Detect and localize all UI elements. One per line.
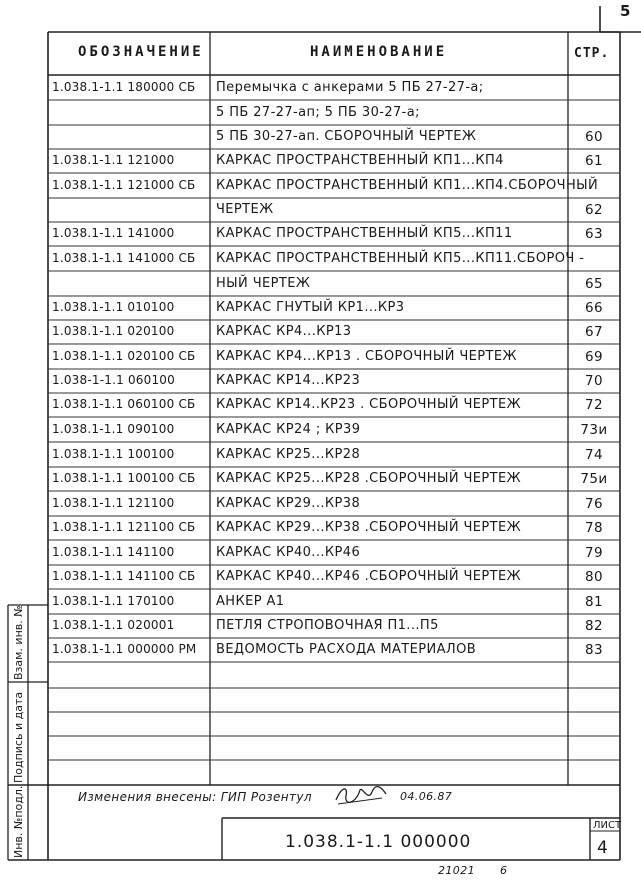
row-code: 1.038.1-1.1 020100 [52,324,175,338]
row-code: 1.038.1-1.1 100100 [52,447,175,461]
row-name: КАРКАС КР4...КР13 [216,324,352,339]
sheet-label: ЛИСТ [593,820,622,831]
row-code: 1.038.1-1.1 141000 СБ [52,251,196,265]
row-code: 1.038.1-1.1 121100 СБ [52,520,196,534]
sheet-number: 4 [597,838,609,858]
row-page: 66 [585,300,603,316]
row-page: 74 [585,447,603,463]
row-page: 75и [580,471,608,487]
row-name: КАРКАС КР40...КР46 [216,545,361,560]
row-name: КАРКАС КР29...КР38 [216,496,361,511]
row-code: 1.038.1-1.1 121000 [52,153,175,167]
row-name: АНКЕР А1 [216,594,285,609]
header-designation: ОБОЗНАЧЕНИЕ [78,44,204,60]
row-page: 67 [585,324,603,340]
row-name: 5 ПБ 27-27-ап; 5 ПБ 30-27-а; [216,105,420,120]
row-name: ВЕДОМОСТЬ РАСХОДА МАТЕРИАЛОВ [216,642,477,657]
row-name: Перемычка с анкерами 5 ПБ 27-27-а; [216,80,484,95]
row-page: 69 [585,349,603,365]
signature-icon [332,784,388,808]
row-code: 1.038.1-1.1 010100 [52,300,175,314]
row-code: 1.038.1-1.1 090100 [52,422,175,436]
bottom-number: 21021 [438,864,475,877]
row-code: 1.038.1-1.1 020100 СБ [52,349,196,363]
side-label-inv-podl: Инв. №подл. [12,785,25,858]
row-code: 1.038.1-1.1 060100 СБ [52,397,196,411]
row-code: 1.038-1-1.1 060100 [52,373,175,387]
row-name: КАРКАС ПРОСТРАНСТВЕННЫЙ КП5...КП11.СБОРОЧ - [216,251,585,266]
row-page: 65 [585,276,603,292]
row-page: 61 [585,153,603,169]
row-name: КАРКАС КР40...КР46 .СБОРОЧНЫЙ ЧЕРТЕЖ [216,569,522,584]
row-name: КАРКАС ПРОСТРАНСТВЕННЫЙ КП5...КП11 [216,226,513,241]
row-page: 70 [585,373,603,389]
row-page: 63 [585,226,603,242]
row-page: 79 [585,545,603,561]
row-page: 78 [585,520,603,536]
side-label-podpis: Подпись и дата [12,691,25,783]
row-name: КАРКАС ПРОСТРАНСТВЕННЫЙ КП1...КП4.СБОРОЧНЫЙ [216,178,599,193]
changes-date: 04.06.87 [400,790,453,803]
row-page: 62 [585,202,603,218]
row-code: 1.038.1-1.1 141000 [52,226,175,240]
row-page: 60 [585,129,603,145]
row-code: 1.038.1-1.1 170100 [52,594,175,608]
row-page: 81 [585,594,603,610]
row-code: 1.038.1-1.1 180000 СБ [52,80,196,94]
row-code: 1.038.1-1.1 020001 [52,618,175,632]
row-code: 1.038.1-1.1 000000 РМ [52,642,197,656]
bottom-number-b: 6 [500,864,508,877]
document-code: 1.038.1-1.1 000000 [285,832,472,852]
row-name: ПЕТЛЯ СТРОПОВОЧНАЯ П1...П5 [216,618,439,633]
row-code: 1.038.1-1.1 141100 [52,545,175,559]
row-page: 80 [585,569,603,585]
row-name: КАРКАС КР25...КР28 [216,447,361,462]
row-name: 5 ПБ 30-27-ап. СБОРОЧНЫЙ ЧЕРТЕЖ [216,129,477,144]
row-name: КАРКАС КР29...КР38 .СБОРОЧНЫЙ ЧЕРТЕЖ [216,520,522,535]
row-name: КАРКАС КР4...КР13 . СБОРОЧНЫЙ ЧЕРТЕЖ [216,349,517,364]
row-name: КАРКАС КР24 ; КР39 [216,422,361,437]
header-name: НАИМЕНОВАНИЕ [310,44,448,60]
row-code: 1.038.1-1.1 121000 СБ [52,178,196,192]
row-name: НЫЙ ЧЕРТЕЖ [216,276,311,291]
row-name: КАРКАС КР25...КР28 .СБОРОЧНЫЙ ЧЕРТЕЖ [216,471,522,486]
row-name: КАРКАС КР14...КР23 [216,373,361,388]
changes-note: Изменения внесены: ГИП Розентул [78,790,313,804]
row-code: 1.038.1-1.1 121100 [52,496,175,510]
row-name: КАРКАС КР14..КР23 . СБОРОЧНЫЙ ЧЕРТЕЖ [216,397,522,412]
row-page: 82 [585,618,603,634]
row-page: 73и [580,422,608,438]
row-name: КАРКАС ГНУТЫЙ КР1...КР3 [216,300,405,315]
row-code: 1.038.1-1.1 100100 СБ [52,471,196,485]
row-page: 72 [585,397,603,413]
header-page: СТР. [574,46,610,61]
row-code: 1.038.1-1.1 141100 СБ [52,569,196,583]
side-label-vzam: Взам. инв. № [12,605,25,680]
row-page: 76 [585,496,603,512]
row-name: КАРКАС ПРОСТРАНСТВЕННЫЙ КП1...КП4 [216,153,504,168]
corner-page-number: 5 [620,2,631,20]
row-name: ЧЕРТЕЖ [216,202,274,217]
row-page: 83 [585,642,603,658]
